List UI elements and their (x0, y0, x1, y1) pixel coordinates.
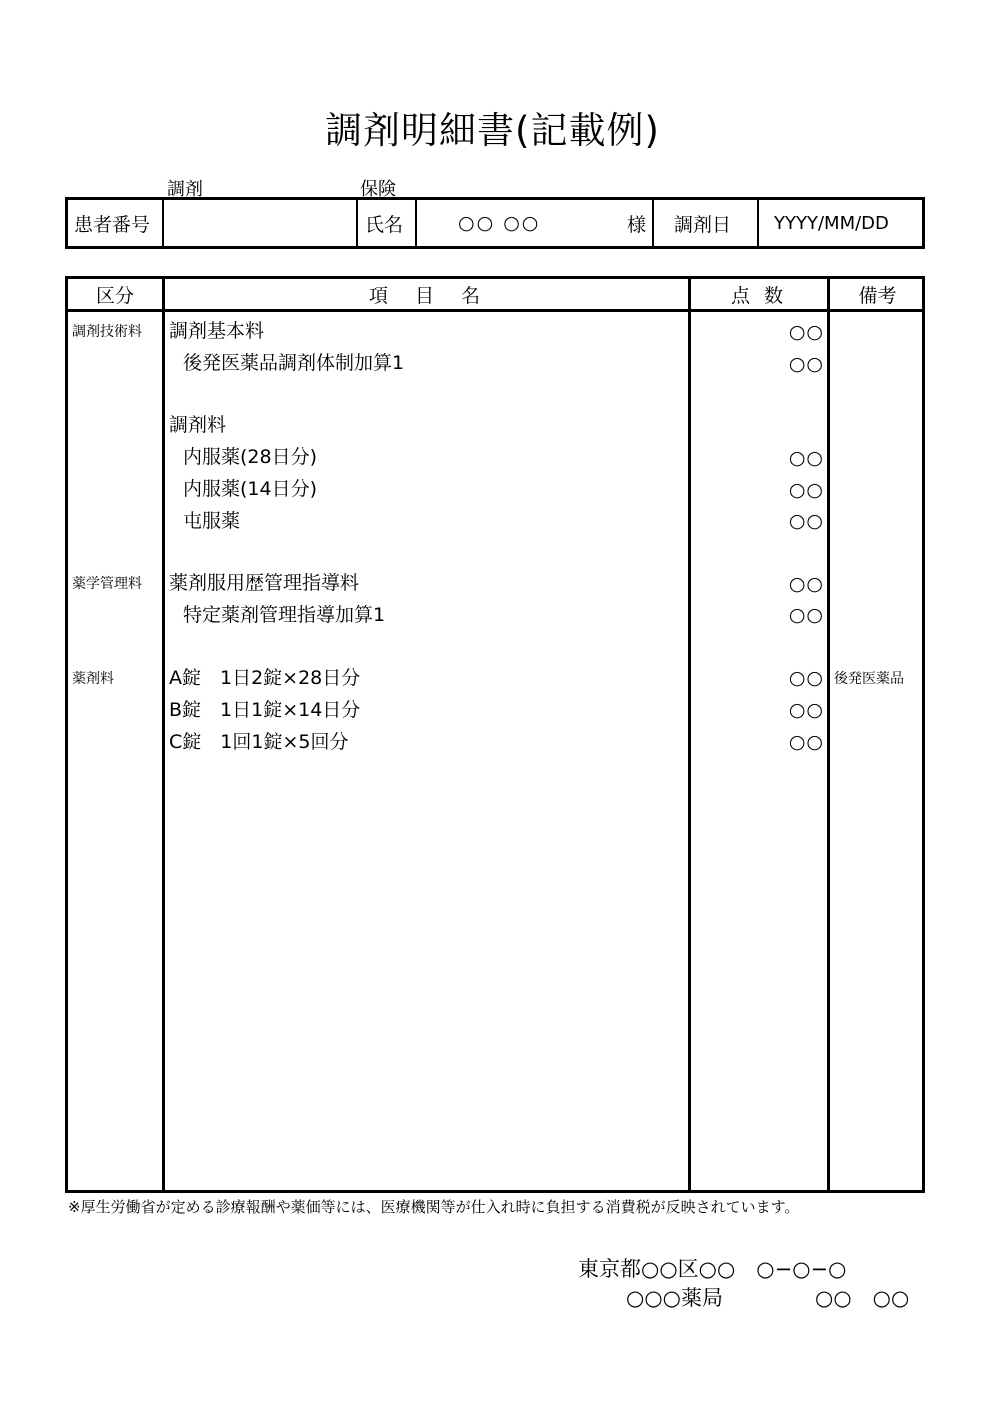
column-header-category: 区分 (95, 284, 134, 307)
row-item: 調剤料 (169, 414, 227, 436)
column-header-points: 点 数 (730, 284, 788, 307)
row-points: ○○ (788, 321, 824, 343)
row-points: ○○ (788, 699, 824, 721)
row-points: ○○ (788, 604, 824, 626)
row-category: 薬剤料 (72, 671, 114, 687)
column-header-remarks: 備考 (858, 284, 897, 307)
row-item: 薬剤服用歴管理指導料 (169, 572, 360, 594)
row-points: ○○ (788, 353, 824, 375)
row-item: 屯服薬 (183, 510, 241, 532)
row-item: B錠 1日1錠×14日分 (169, 699, 361, 721)
pharmacy-address: 東京都○○区○○ ○−○−○ (578, 1257, 847, 1281)
row-item: 後発医薬品調剤体制加算1 (183, 352, 405, 374)
document-title: 調剤明細書(記載例) (325, 109, 660, 152)
patient-header-table (65, 197, 925, 249)
name-label: 氏名 (365, 213, 404, 236)
patient-name-value: ○○ ○○ (458, 212, 541, 234)
pharmacist-name: ○○ ○○ (815, 1286, 910, 1310)
row-points: ○○ (788, 447, 824, 469)
tax-note: ※厚生労働省が定める診療報酬や薬価等には、医療機関等が仕入れ時に負担する消費税が反映されています。 (68, 1198, 800, 1216)
dispensing-date-label: 調剤日 (674, 213, 732, 236)
row-item: A錠 1日2錠×28日分 (169, 667, 361, 689)
row-item: 内服薬(14日分) (183, 478, 318, 500)
dispensing-date-value: YYYY/MM/DD (774, 212, 889, 234)
dispensing-label: 調剤 (167, 179, 203, 200)
patient-number-label: 患者番号 (74, 213, 151, 236)
row-item: 内服薬(28日分) (183, 446, 318, 468)
row-points: ○○ (788, 573, 824, 595)
row-item: 特定薬剤管理指導加算1 (183, 604, 386, 626)
pharmacy-name: ○○○薬局 (626, 1286, 723, 1310)
row-points: ○○ (788, 667, 824, 689)
statement-table (65, 276, 925, 1193)
row-points: ○○ (788, 731, 824, 753)
row-points: ○○ (788, 510, 824, 532)
row-points: ○○ (788, 479, 824, 501)
row-item: C錠 1回1錠×5回分 (169, 731, 349, 753)
insurance-label: 保険 (360, 179, 396, 200)
column-header-item: 項 目 名 (368, 284, 484, 307)
row-category: 薬学管理料 (72, 576, 142, 592)
patient-number-value (168, 200, 348, 246)
row-remarks: 後発医薬品 (834, 671, 904, 687)
row-item: 調剤基本料 (169, 320, 265, 342)
row-category: 調剤技術料 (72, 324, 142, 340)
honorific: 様 (627, 213, 647, 236)
